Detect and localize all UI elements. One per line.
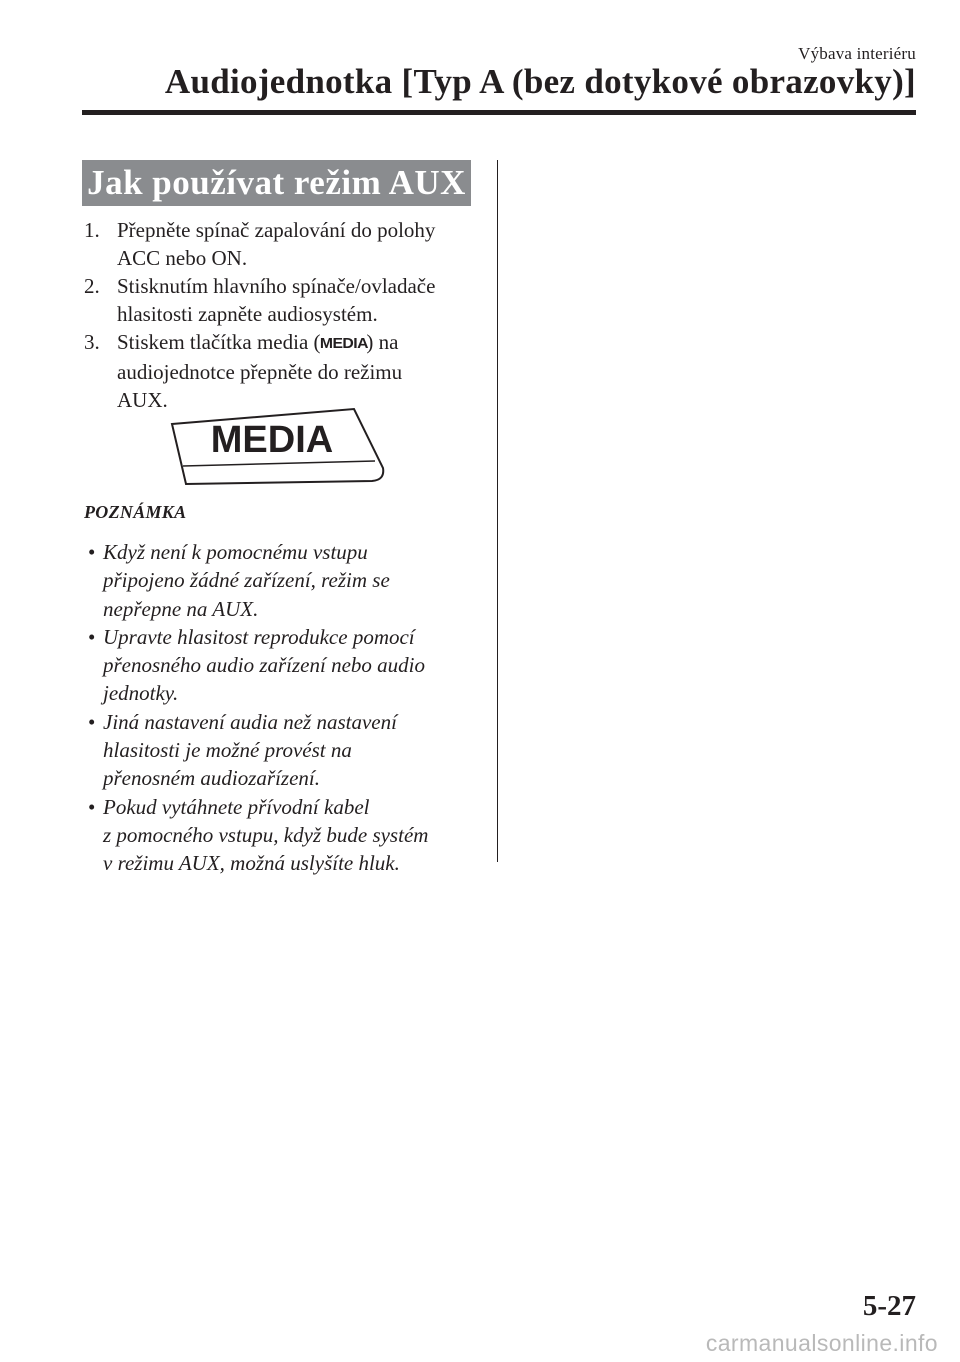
page-number: 5-27 [862,1290,916,1322]
note-line: připojeno žádné zařízení, režim se [103,568,390,593]
header-rule [82,110,916,115]
note-line: Jiná nastavení audia než nastavení [103,709,397,734]
step-2 [84,272,474,328]
note-line: přenosném audiozařízení. [103,766,320,791]
note-line: v režimu AUX, možná uslyšíte hluk. [103,851,400,876]
note-line: nepřepne na AUX. [103,596,259,621]
column-divider [497,160,498,862]
step-line: Stisknutím hlavního spínače/ovladače [117,274,436,298]
step-number: 3. [84,330,100,354]
steps-list [84,216,474,414]
watermark: carmanualsonline.info [705,1330,938,1356]
step-3 [84,328,474,414]
media-inline-icon: MEDIA [319,335,368,352]
step-number: 2. [84,274,100,298]
note-heading: POZNÁMKA [84,502,187,522]
step-line: hlasitosti zapněte audiosystém. [117,302,378,326]
step-number: 1. [84,218,100,242]
step-1 [84,216,474,272]
note-line: z pomocného vstupu, když bude systém [103,822,429,847]
notes-list [84,538,474,878]
note-line: přenosného audio zařízení nebo audio [103,653,425,678]
bullet: • [88,794,96,819]
page-title: Audiojednotka [Typ A (bez dotykové obrazovky)] [164,62,916,101]
note-item [84,793,474,878]
bullet: • [88,624,96,649]
note-line: hlasitosti je možné provést na [103,738,352,763]
note-item [84,538,474,623]
step-line: AUX. [117,388,168,412]
bullet: • [88,540,96,564]
step-line: Přepněte spínač zapalování do polohy [117,218,436,242]
step-line [117,328,474,358]
media-button-label: MEDIA [210,419,334,461]
section-title: Jak používat režim AUX [82,160,471,206]
media-button-illustration [168,404,386,486]
step-line: ACC nebo ON. [117,246,248,270]
step-text: Stiskem tlačítka media ( [117,330,321,354]
step-text: ) na [366,330,399,354]
header-section: Výbava interiéru [798,44,916,63]
step-line: audiojednotce přepněte do režimu [117,360,403,384]
bullet: • [88,709,96,734]
note-line: Upravte hlasitost reprodukce pomocí [103,624,415,649]
note-item [84,623,474,708]
note-line: jednotky. [103,681,179,706]
note-line: Pokud vytáhnete přívodní kabel [103,794,370,819]
note-item [84,708,474,793]
note-line: Když není k pomocnému vstupu [103,540,368,564]
